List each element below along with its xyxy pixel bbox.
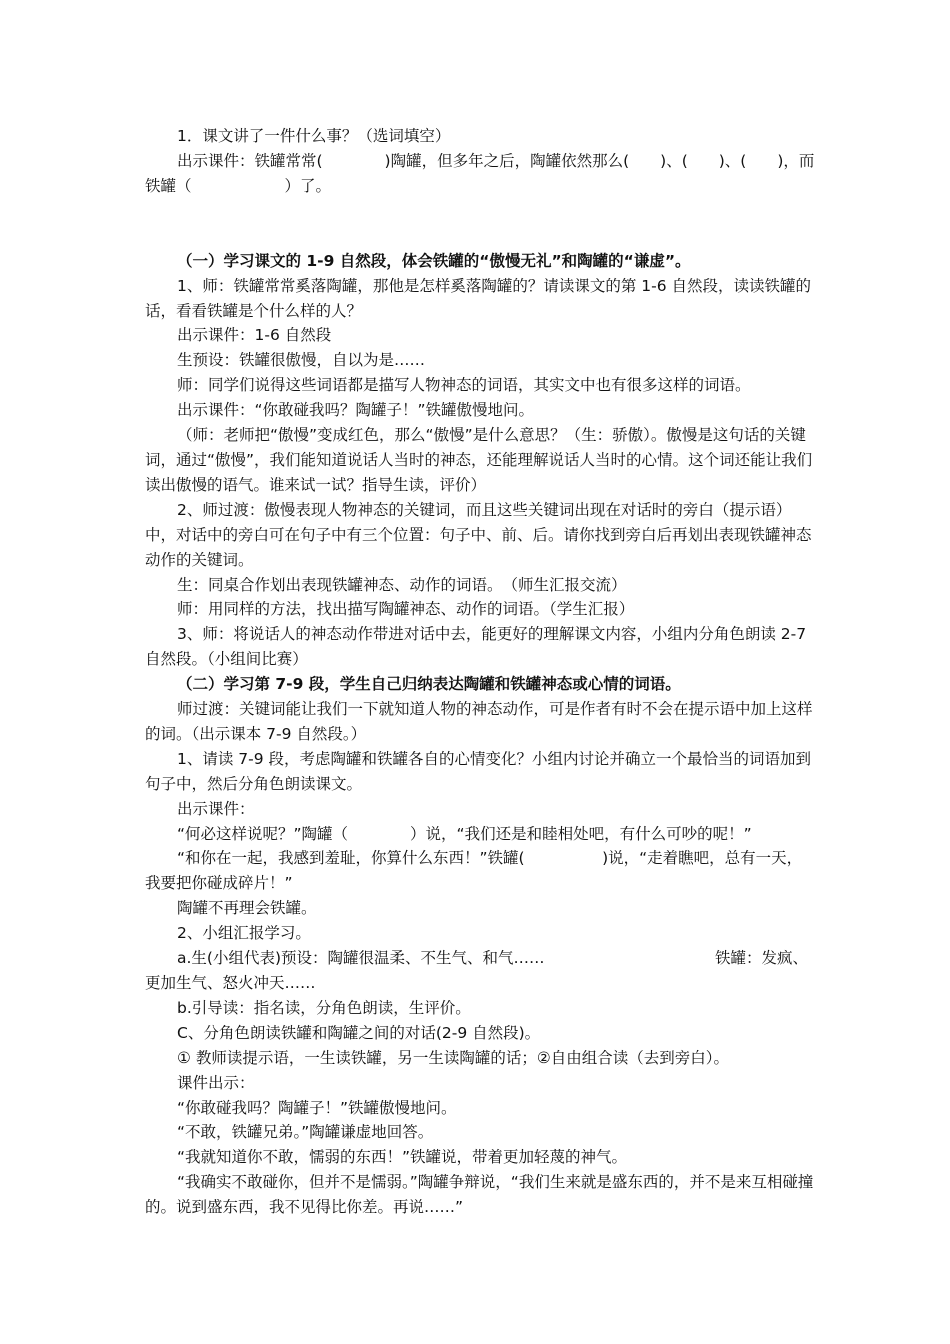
paragraph: 师：同学们说得这些词语都是描写人物神态的词语，其实文中也有很多这样的词语。 xyxy=(177,376,751,395)
section-heading-2: （二）学习第 7-9 段，学生自己归纳表达陶罐和铁罐神态或心情的词语。 xyxy=(177,675,681,694)
paragraph: 出示课件：1-6 自然段 xyxy=(177,326,332,345)
prediction-taoguan: a.生(小组代表)预设：陶罐很温柔、不生气、和气…… xyxy=(177,949,545,968)
dialogue-line: “我就知道你不敢，懦弱的东西！”铁罐说，带着更加轻蔑的神气。 xyxy=(177,1148,628,1167)
question-1: 1．课文讲了一件什么事？（选词填空） xyxy=(177,127,451,145)
paragraph: 出示课件：“你敢碰我吗？陶罐子！”铁罐傲慢地问。 xyxy=(177,401,535,420)
paragraph: 课件出示： xyxy=(177,1073,255,1092)
paragraph: 出示课件： xyxy=(177,799,255,818)
dialogue-line: 陶罐不再理会铁罐。 xyxy=(177,899,317,918)
paragraph: （师：老师把“傲慢”变成红色，那么“傲慢”是什么意思？（生：骄傲）。傲慢是这句话的关键词，通过“傲慢”，我们能知道说话人当时的神态，还能理解说话人当时的心情。这个词还能让我们读出傲慢的语气。谁来试一试？指导生读，评价） xyxy=(145,426,813,494)
paragraph: b.引导读：指名读，分角色朗读，生评价。 xyxy=(177,998,471,1017)
paragraph: 生预设：铁罐很傲慢，自以为是…… xyxy=(177,351,426,370)
paragraph: C、分角色朗读铁罐和陶罐之间的对话(2-9 自然段)。 xyxy=(177,1023,541,1042)
prediction-line xyxy=(145,946,815,996)
section-heading-1: （一）学习课文的 1-9 自然段，体会铁罐的“傲慢无礼”和陶罐的“谦虚”。 xyxy=(177,251,691,270)
prediction-tieguan: 铁罐：发疯、更加生气、怒火冲天…… xyxy=(145,949,809,992)
paragraph: 2、师过渡：傲慢表现人物神态的关键词，而且这些关键词出现在对话时的旁白（提示语）中，对话中的旁白可在句子中有三个位置：句子中、前、后。请你找到旁白后再划出表现铁罐神态动作的关键词。 xyxy=(145,500,812,569)
dialogue-line: “不敢，铁罐兄弟。”陶罐谦虚地回答。 xyxy=(177,1123,434,1142)
paragraph: 师：用同样的方法，找出描写陶罐神态、动作的词语。（学生汇报） xyxy=(177,600,635,619)
paragraph: 2、小组汇报学习。 xyxy=(177,924,311,943)
document-body xyxy=(145,124,815,1220)
paragraph: ① 教师读提示语，一生读铁罐，另一生读陶罐的话；②自由组合读（去到旁白）。 xyxy=(177,1048,729,1067)
paragraph: 3、师：将说话人的神态动作带进对话中去，能更好的理解课文内容，小组内分角色朗读 2-7 自然段。（小组间比赛） xyxy=(145,625,812,669)
paragraph: 生：同桌合作划出表现铁罐神态、动作的词语。 （师生汇报交流） xyxy=(177,575,627,594)
dialogue-line: “我确实不敢碰你，但并不是懦弱。”陶罐争辩说，“我们生来就是盛东西的，并不是来互相碰撞的。说到盛东西，我不见得比你差。再说……” xyxy=(145,1173,814,1217)
dialogue-line: “和你在一起，我感到羞耻，你算什么东西！”铁罐( )说，“走着瞧吧，总有一天，我要把你碰成碎片！” xyxy=(145,849,803,893)
dialogue-line: “何必这样说呢？”陶罐（ ）说，“我们还是和睦相处吧，有什么可吵的呢！” xyxy=(177,824,752,843)
courseware-fill-blank: 出示课件：铁罐常常( )陶罐，但多年之后，陶罐依然那么( )、( )、( )，而铁罐（ ）了。 xyxy=(145,151,815,195)
paragraph: 1、请读 7-9 段，考虑陶罐和铁罐各自的心情变化？小组内讨论并确立一个最恰当的词语加到句子中，然后分角色朗读课文。 xyxy=(145,749,812,793)
paragraph: 1、师：铁罐常常奚落陶罐，那他是怎样奚落陶罐的？请读课文的第 1-6 自然段，读读铁罐的话，看看铁罐是个什么样的人？ xyxy=(145,276,812,320)
dialogue-line: “你敢碰我吗？陶罐子！”铁罐傲慢地问。 xyxy=(177,1098,457,1117)
paragraph: 师过渡：关键词能让我们一下就知道人物的神态动作，可是作者有时不会在提示语中加上这样的词。（出示课本 7-9 自然段。） xyxy=(145,700,813,743)
